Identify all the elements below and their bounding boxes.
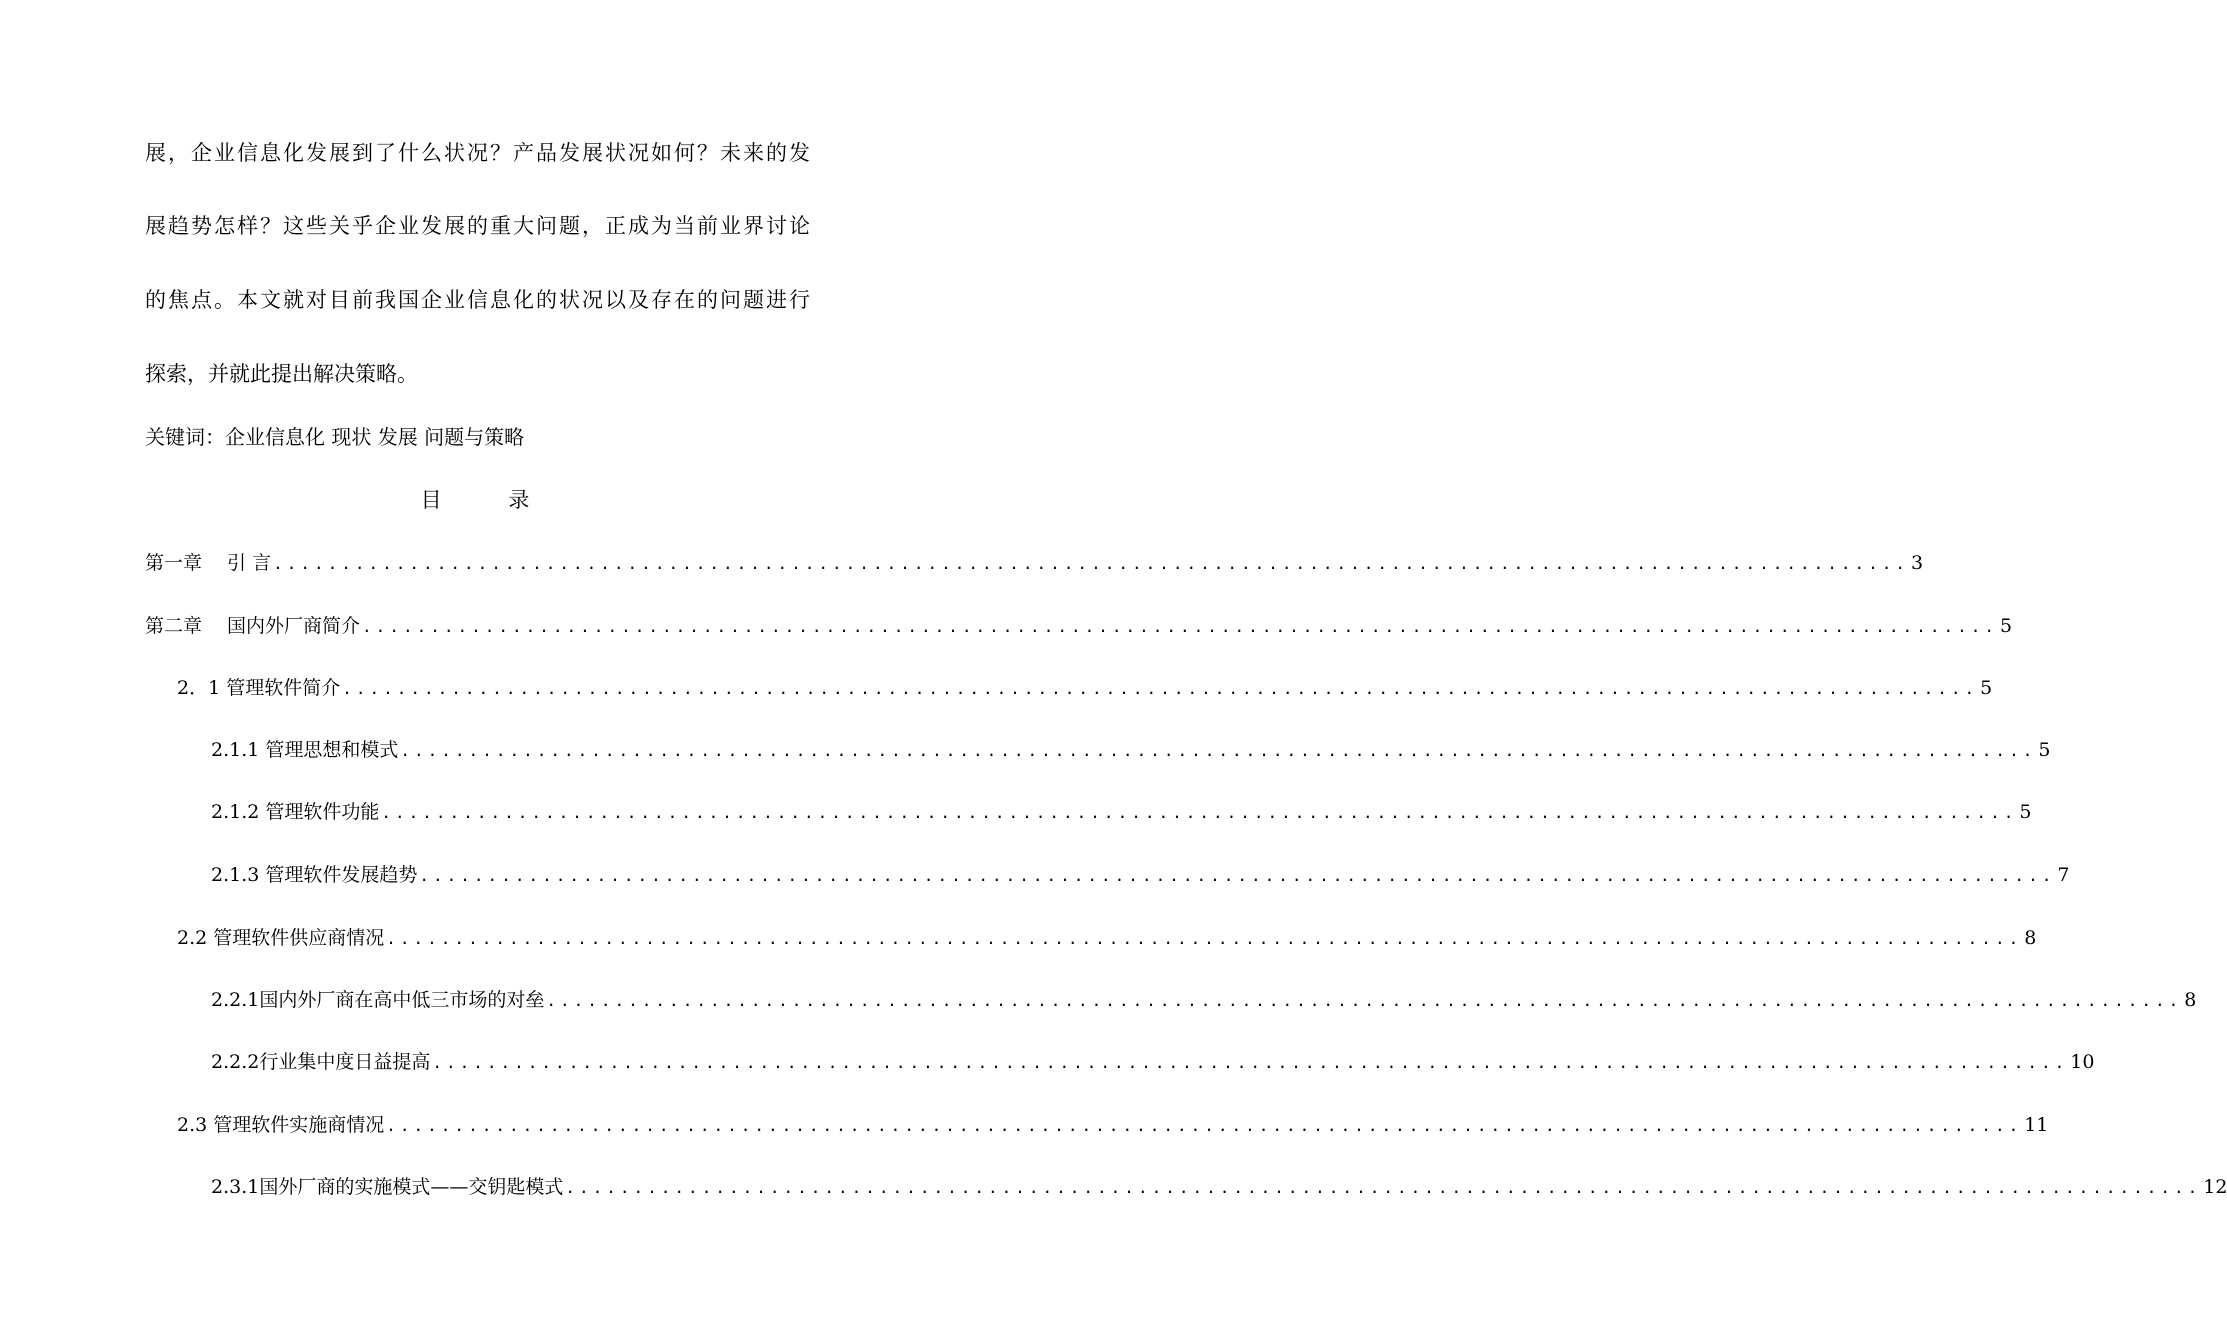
toc-entry-label: 2.2 管理软件供应商情况 (177, 927, 385, 949)
toc-entry-label: 2.3.1国外厂商的实施模式——交钥匙模式 (211, 1176, 564, 1198)
toc-entry[interactable] (211, 798, 2032, 827)
toc-entry-label: 2.2.2行业集中度日益提高 (211, 1051, 431, 1073)
toc-leader-dots: ........................................................................................................................ (400, 741, 2037, 760)
toc-title: 目 录 (420, 488, 560, 512)
toc-leader-dots: ........................................................................................................................ (432, 1053, 2069, 1072)
toc-page-number: 3 (1911, 552, 1924, 574)
toc-page-number: 8 (2024, 927, 2037, 949)
toc-entry[interactable] (145, 549, 1924, 578)
toc-leader-dots: ........................................................................................................................ (565, 1178, 2202, 1197)
toc-leader-dots: ........................................................................................................................ (386, 929, 2023, 948)
toc-entry[interactable] (211, 986, 2197, 1015)
toc-leader-dots: ........................................................................................................................ (362, 617, 1998, 636)
toc-leader-dots: ........................................................................................................................ (386, 1116, 2023, 1135)
toc-page-number: 11 (2024, 1114, 2049, 1136)
toc-entry-label: 2.3 管理软件实施商情况 (177, 1114, 385, 1136)
abstract-line: 的焦点。本文就对目前我国企业信息化的状况以及存在的问题进行 (145, 288, 810, 312)
toc-leader-dots: ........................................................................................................................ (546, 991, 2183, 1010)
toc-entry-label: 第二章 国内外厂商简介 (145, 615, 361, 637)
toc-entry-label: 2.2.1国内外厂商在高中低三市场的对垒 (211, 989, 545, 1011)
toc-entry[interactable] (177, 1111, 2049, 1140)
toc-page-number: 10 (2070, 1051, 2095, 1073)
toc-entry-label: 2．1 管理软件简介 (177, 677, 341, 699)
toc-page-number: 5 (2019, 801, 2032, 823)
toc-entry[interactable] (211, 1048, 2095, 1077)
toc-entry[interactable] (211, 1173, 2227, 1202)
toc-page-number: 5 (1999, 615, 2013, 637)
toc-entry[interactable] (211, 861, 2070, 890)
abstract-line: 展，企业信息化发展到了什么状况？产品发展状况如何？未来的发 (145, 141, 810, 165)
toc-page-number: 7 (2057, 864, 2070, 886)
toc-entry-label: 2.1.3 管理软件发展趋势 (211, 864, 418, 886)
toc-page-number: 5 (2038, 739, 2051, 761)
toc-leader-dots: ........................................................................................................................ (273, 554, 1910, 573)
keywords-line: 关键词：企业信息化 现状 发展 问题与策略 (145, 425, 525, 449)
toc-leader-dots: ........................................................................................................................ (419, 866, 2056, 885)
toc-entry[interactable] (211, 736, 2051, 765)
toc-entry[interactable] (177, 674, 1993, 703)
toc-entry[interactable] (177, 924, 2037, 953)
toc-leader-dots: ........................................................................................................................ (381, 803, 2018, 822)
abstract-line: 展趋势怎样？这些关乎企业发展的重大问题，正成为当前业界讨论 (145, 214, 810, 238)
abstract-line: 探索，并就此提出解决策略。 (145, 362, 418, 386)
toc-page-number: 12 (2203, 1176, 2227, 1198)
toc-entry[interactable] (145, 612, 2013, 641)
toc-page-number: 5 (1980, 677, 1993, 699)
toc-leader-dots: ........................................................................................................................ (342, 679, 1979, 698)
toc-entry-label: 2.1.1 管理思想和模式 (211, 739, 399, 761)
toc-page-number: 8 (2184, 989, 2197, 1011)
toc-entry-label: 第一章 引 言 (145, 552, 272, 574)
toc-entry-label: 2.1.2 管理软件功能 (211, 801, 380, 823)
